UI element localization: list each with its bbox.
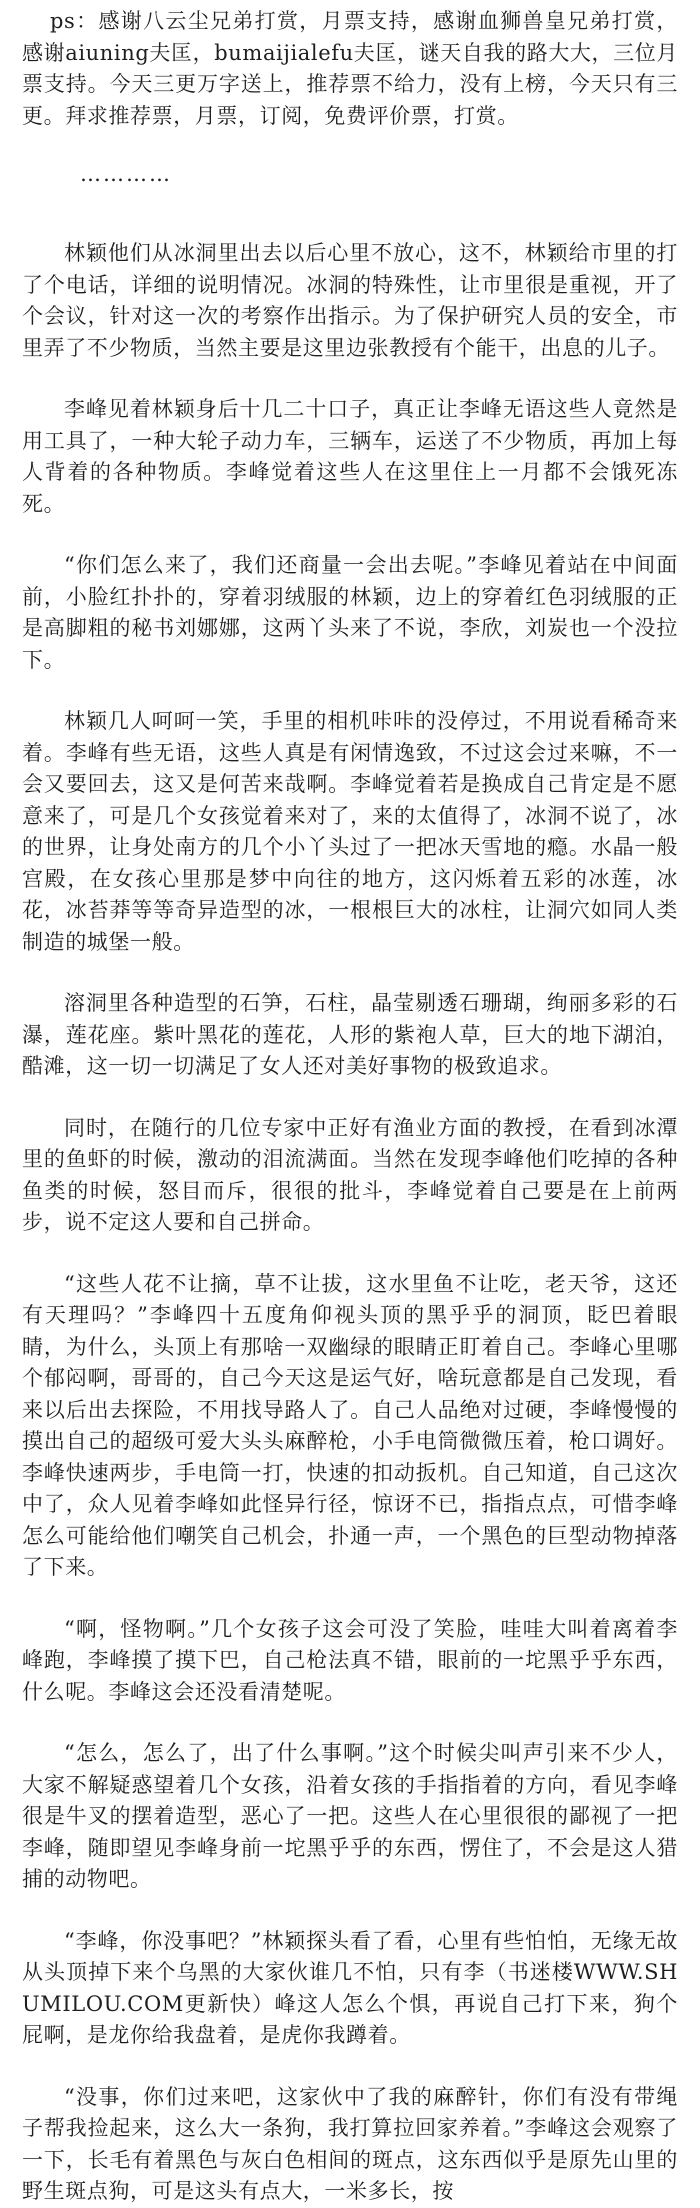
- article-body: [22, 238, 678, 2208]
- author-note-paragraph: ps：感谢八云尘兄弟打赏，月票支持，感谢血狮兽皇兄弟打赏，感谢aiuning夫匡，bumaijialefu夫匡，谜天自我的路大大，三位月票支持。今天三更万字送上，推荐票不给力，没有上榜，今天只有三更。拜求推荐票，月票，订阅，免费评价票，打赏。: [22, 9, 678, 128]
- article-paragraph: 溶洞里各种造型的石笋，石柱，晶莹剔透石珊瑚，绚丽多彩的石瀑，莲花座。紫叶黑花的莲花，人形的紫袍人草，巨大的地下湖泊，酷滩，这一切一切满足了女人还对美好事物的极致追求。: [22, 991, 678, 1078]
- article-paragraph: 李峰见着林颖身后十几二十口子，真正让李峰无语这些人竟然是用工具了，一种大轮子动力车，三辆车，运送了不少物质，再加上每人背着的各种物质。李峰觉着这些人在这里住上一月都不会饿死冻死。: [22, 397, 678, 516]
- article-paragraph: 林颖他们从冰洞里出去以后心里不放心，这不，林颖给市里的打了个电话，详细的说明情况。冰洞的特殊性，让市里很是重视，开了个会议，针对这一次的考察作出指示。为了保护研究人员的安全，市里弄了不少物质，当然主要是这里边张教授有个能干，出息的儿子。: [22, 241, 678, 360]
- article-paragraph: 同时，在随行的几位专家中正好有渔业方面的教授，在看到冰潭里的鱼虾的时候，激动的泪流满面。当然在发现李峰他们吃掉的各种鱼类的时候，怒目而斥，很很的批斗，李峰觉着自己要是在上前两步，说不定这人要和自己拼命。: [22, 1115, 678, 1234]
- article-paragraph: “没事，你们过来吧，这家伙中了我的麻醉针，你们有没有带绳子帮我捡起来，这么大一条狗，我打算拉回家养着。”李峰这会观察了一下，长毛有着黑色与灰白色相间的斑点，这东西似乎是原先山里的野生斑点狗，可是这头有点大，一米多长，按: [22, 2084, 678, 2203]
- article-paragraph: “李峰，你没事吧？”林颖探头看了看，心里有些怕怕，无缘无故从头顶掉下来个乌黑的大家伙谁几不怕，只有李（书迷楼WWW.SHUMILOU.COM更新快）峰这人怎么个惧，再说自己打下来，狗个屁啊，是龙你给我盘着，是虎你我蹲着。: [22, 1928, 678, 2047]
- article-paragraph: 林颖几人呵呵一笑，手里的相机咔咔的没停过，不用说看稀奇来着。李峰有些无语，这些人真是有闲情逸致，不过这会过来嘛，不一会又要回去，这又是何苦来哉啊。李峰觉着若是换成自己肯定是不愿意来了，可是几个女孩觉着来对了，来的太值得了，冰洞不说了，冰的世界，让身处南方的几个小丫头过了一把冰天雪地的瘾。水晶一般宫殿，在女孩心里那是梦中向往的地方，这闪烁着五彩的冰莲，冰花，冰苔莽等等奇异造型的冰，一根根巨大的冰柱，让洞穴如同人类制造的城堡一般。: [22, 709, 678, 954]
- article-paragraph: “这些人花不让摘，草不让拔，这水里鱼不让吃，老天爷，这还有天理吗？”李峰四十五度角仰视头顶的黑乎乎的洞顶，眨巴着眼睛，为什么，头顶上有那啥一双幽绿的眼睛正盯着自己。李峰心里哪个郁闷啊，哥哥的，自己今天这是运气好，啥玩意都是自己发现，看来以后出去探险，不用找导路人了。自己人品绝对过硬，李峰慢慢的摸出自己的超级可爱大头头麻醉枪，小手电筒微微压着，枪口调好。李峰快速两步，手电筒一打，快速的扣动扳机。自己知道，自己这次中了，众人见着李峰如此怪异行径，惊讶不已，指指点点，可惜李峰怎么可能给他们嘲笑自己机会，扑通一声，一个黑色的巨型动物掉落了下来。: [22, 1271, 678, 1579]
- article-paragraph: “你们怎么来了，我们还商量一会出去呢。”李峰见着站在中间面前，小脸红扑扑的，穿着羽绒服的林颖，边上的穿着红色羽绒服的正是高脚粗的秘书刘娜娜，这两丫头来了不说，李欣，刘炭也一个没拉下。: [22, 553, 678, 672]
- article-paragraph: “怎么，怎么了，出了什么事啊。”这个时候尖叫声引来不少人，大家不解疑惑望着几个女孩，沿着女孩的手指指着的方向，看见李峰很是牛叉的摆着造型，恶心了一把。这些人在心里很很的鄙视了一把李峰，随即望见李峰身前一坨黑乎乎的东西，愣住了，不会是这人猎捕的动物吧。: [22, 1741, 678, 1891]
- section-separator: …………: [80, 162, 172, 186]
- article-paragraph: “啊，怪物啊。”几个女孩子这会可没了笑脸，哇哇大叫着离着李峰跑，李峰摸了摸下巴，自己枪法真不错，眼前的一坨黑乎乎东西，什么呢。李峰这会还没看清楚呢。: [22, 1616, 678, 1704]
